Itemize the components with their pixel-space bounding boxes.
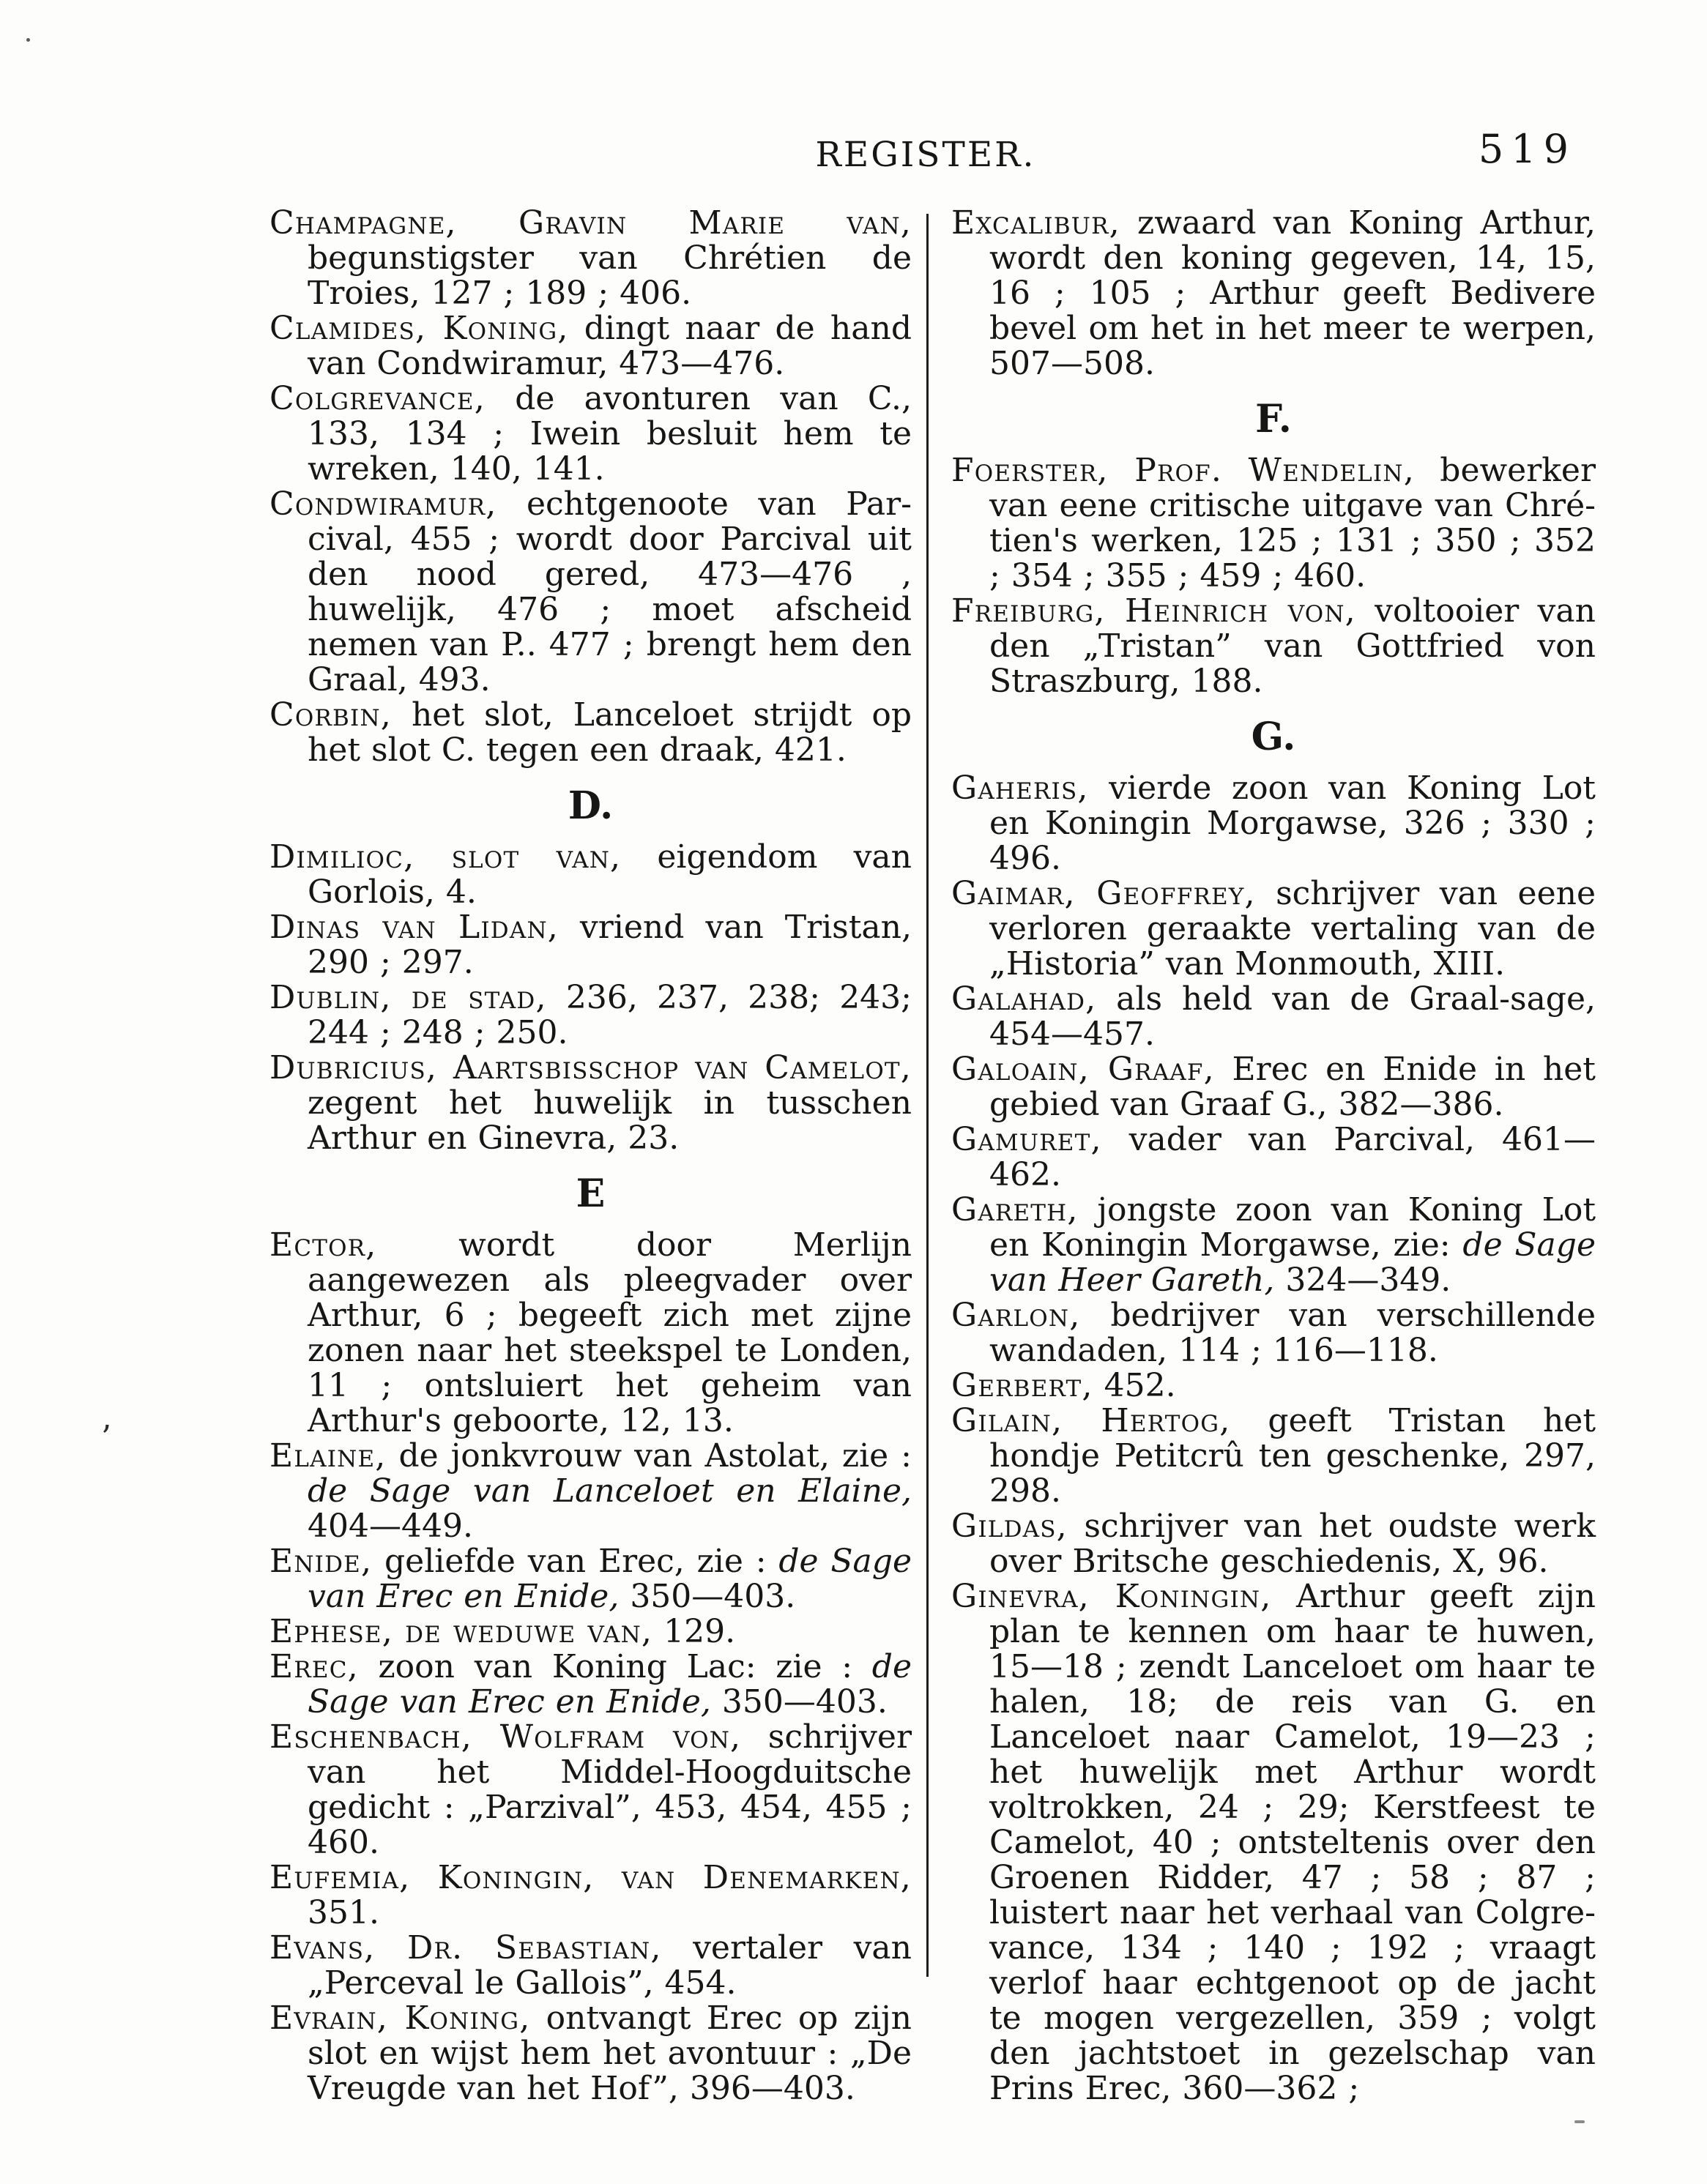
page-title: REGISTER. [815,135,1036,175]
entry-headword: Gamuret, [951,1121,1102,1158]
entry-text: als held van de Graal-sage, 454—457. [989,980,1596,1053]
entry-headword: Elaine, [269,1437,387,1475]
entry-text: 452. [1093,1367,1176,1404]
entry-text: de avonturen van C., 133, 134 ; Iwein besluit hem te wreken, 140, 141. [308,380,912,488]
running-header [269,126,1582,190]
entry-headword: Foerster, Prof. Wendelin, [951,452,1415,489]
entry-headword: Dubricius, Aartsbisschop van Camelot, [269,1049,912,1087]
entry-text: vader van Parcival, 461—462. [989,1121,1596,1193]
entry-headword: Gaimar, Geoffrey, [951,875,1256,912]
entry-headword: Gilain, Hertog, [951,1402,1231,1439]
entry-headword: Gareth, [951,1191,1079,1229]
section-letter: E [576,1171,606,1216]
index-entry [951,453,1596,594]
entry-text: eigendom van Gorlois, 4. [308,838,912,911]
cross-reference-italic: de Sage van Erec en Enide, [308,1648,912,1721]
entry-headword: Colgrevance, [269,380,486,417]
index-entry [951,1368,1596,1404]
index-entry [951,594,1596,699]
entry-headword: Excalibur, [951,204,1120,242]
index-entry [951,1052,1596,1122]
entry-headword: Champagne, Gravin Marie van, [269,204,912,242]
entry-text: voltooier van den „Tristan” van Gottfried von Straszburg, 188. [989,592,1596,700]
index-entry [269,2001,912,2106]
entry-text: 324—349. [1274,1261,1451,1299]
entry-text: begunstigster van Chrétien de Troies, 127 ; 189 ; 406. [308,239,912,312]
index-entry [269,1931,912,2001]
index-column-left [269,206,912,2106]
entry-text: zegent het huwelijk in tusschen Arthur en Ginevra, 23. [308,1084,912,1157]
entry-text: bedrijver van verschillende wandaden, 114 ; 116—118. [989,1297,1596,1369]
entry-headword: Evrain, Koning, [269,1999,531,2037]
index-entry [269,487,912,698]
entry-headword: Ector, [269,1226,377,1264]
index-entry [269,1860,912,1931]
entry-text: schrijver van eene verloren geraakte vertaling van de „Historia” van Monmouth, XIII. [989,875,1596,983]
entry-text: zoon van Koning Lac: zie : [358,1648,872,1685]
cross-reference-italic: de Sage van Erec en Enide, [308,1543,912,1615]
entry-headword: Evans, Dr. Sebastian, [269,1929,662,1967]
entry-headword: Gerbert, [951,1367,1093,1404]
entry-headword: Eschenbach, Wolfram von, [269,1718,742,1756]
entry-text: schrijver van het oudste werk over Britsche geschiedenis, X, 96. [989,1507,1596,1580]
entry-text: vierde zoon van Koning Lot en Koningin Morgawse, 326 ; 330 ; 496. [989,769,1596,877]
entry-text: geliefde van Erec, zie : [372,1543,779,1580]
entry-text: vertaler van „Perceval le Gallois”, 454. [308,1929,912,2002]
entry-text: 236, 237, 238; 243; 244 ; 248 ; 250. [308,979,912,1051]
index-entry [269,840,912,910]
entry-headword: Corbin, [269,696,392,734]
entry-headword: Galahad, [951,980,1097,1018]
page-number: 519 [1478,126,1576,172]
index-column-right [951,206,1596,2106]
entry-text: 404—449. [308,1507,473,1545]
index-entry [951,1193,1596,1298]
index-entry [269,1439,912,1544]
column-divider-rule [926,214,929,1977]
cross-reference-italic: de Sage van Lanceloet en Elaine, [308,1472,912,1510]
entry-text: het slot, Lanceloet strijdt op het slot C. tegen een draak, 421. [308,696,912,769]
entry-headword: Garlon, [951,1297,1081,1334]
scan-speck-apostrophe: ’ [101,1419,111,1456]
index-entry [269,698,912,768]
scan-speck-dash [1574,2120,1585,2123]
entry-headword: Ginevra, Koningin, [951,1578,1272,1615]
section-letter: D. [568,783,614,828]
entry-headword: Eufemia, Koningin, van Denemarken, [269,1859,912,1896]
index-entry [951,1509,1596,1579]
section-letter: F. [1255,397,1292,441]
entry-text: jongste zoon van Koning Lot en Koningin Morgawse, zie: [989,1191,1596,1264]
entry-text: wordt door Merlijn aangewezen als pleegvader over Arthur, 6 ; begeeft zich met zijne zonen naar het steekspel te Londen, 11 ; ontsluiert het geheim van Arthur's geboorte, 12, 13. [308,1226,912,1439]
entry-text: Arthur geeft zijn plan te kennen om haar te huwen, 15—18 ; zendt Lanceloet om haar te halen, 18; de reis van G. en Lanceloet naar Camelot, 19—23 ; het huwelijk met Arthur wordt voltrokken, 24 ; 29; Kerstfeest te Camelot, 40 ; ontsteltenis over den Groenen Ridder, 47 ; 58 ; 87 ; luistert naar het verhaal van Colgrevance, 134 ; 140 ; 192 ; vraagt verlof haar echtgenoot op de jacht te mogen vergezellen, 359 ; volgt den jachtstoet in gezelschap van Prins Erec, 360—362 ; [989,1578,1596,2107]
index-entry [269,1228,912,1439]
entry-text: 350—403. [619,1578,796,1615]
index-entry [951,1122,1596,1193]
entry-text: zwaard van Koning Arthur, wordt den koning gegeven, 14, 15, 16 ; 105 ; Arthur geeft Bedivere bevel om het in het meer te werpen, 507—508. [989,204,1596,382]
index-entry [269,381,912,487]
section-letter: G. [1251,715,1296,759]
entry-text: Erec en Enide in het gebied van Graaf G., 382—386. [989,1051,1596,1123]
entry-text: ontvangt Erec op zijn slot en wijst hem het avontuur : „De Vreugde van het Hof”, 396—403. [308,1999,912,2107]
entry-headword: Erec, [269,1648,359,1685]
entry-text: 350—403. [710,1683,888,1721]
scan-speck-dot [26,38,30,42]
entry-headword: Gaheris, [951,769,1089,807]
index-entry [951,1298,1596,1368]
index-entry [951,982,1596,1052]
entry-headword: Dublin, de stad, [269,979,547,1016]
entry-headword: Galoain, Graaf, [951,1051,1215,1088]
entry-headword: Gildas, [951,1507,1068,1545]
entry-headword: Clamides, Koning, [269,310,569,347]
index-entry [951,771,1596,876]
index-entry [269,1650,912,1720]
index-entry [269,1544,912,1614]
entry-text: de jonkvrouw van Astolat, zie : [386,1437,912,1475]
entry-headword: Dinas van Lidan, [269,909,559,946]
entry-text: bewerker van eene critische uitgave van Chrétien's werken, 125 ; 131 ; 350 ; 352 ; 354 ; 355 ; 459 ; 460. [989,452,1596,595]
index-entry [951,1579,1596,2106]
entry-headword: Condwiramur, [269,485,497,523]
entry-text: geeft Tristan het hondje Petitcrû ten geschenke, 297, 298. [989,1402,1596,1510]
index-entry [269,311,912,381]
entry-headword: Enide, [269,1543,373,1580]
entry-text: schrijver van het Middel-Hoogduitsche gedicht : „Parzival”, 453, 454, 455 ; 460. [308,1718,912,1861]
entry-headword: Dimilioc, slot van, [269,838,622,876]
entry-text: 129. [652,1613,736,1650]
entry-text: vriend van Tristan, 290 ; 297. [308,909,912,981]
entry-headword: Freiburg, Heinrich von, [951,592,1356,630]
index-entry [269,910,912,980]
index-entry [269,1614,912,1650]
index-entry [269,980,912,1051]
index-entry [269,206,912,311]
index-entry [269,1720,912,1860]
index-entry [269,1051,912,1156]
index-entry [951,876,1596,982]
entry-headword: Ephese, de weduwe van, [269,1613,653,1650]
cross-reference-italic: de Sage van Heer Gareth, [989,1226,1596,1299]
entry-text: echtgenoote van Parcival, 455 ; wordt door Parcival uit den nood gered, 473—476 , huwelijk, 476 ; moet afscheid nemen van P.. 477 ; brengt hem den Graal, 493. [308,485,912,698]
entry-text: dingt naar de hand van Condwiramur, 473—476. [308,310,912,382]
entry-text: 351. [308,1894,379,1931]
index-entry [951,206,1596,381]
index-entry [951,1404,1596,1509]
